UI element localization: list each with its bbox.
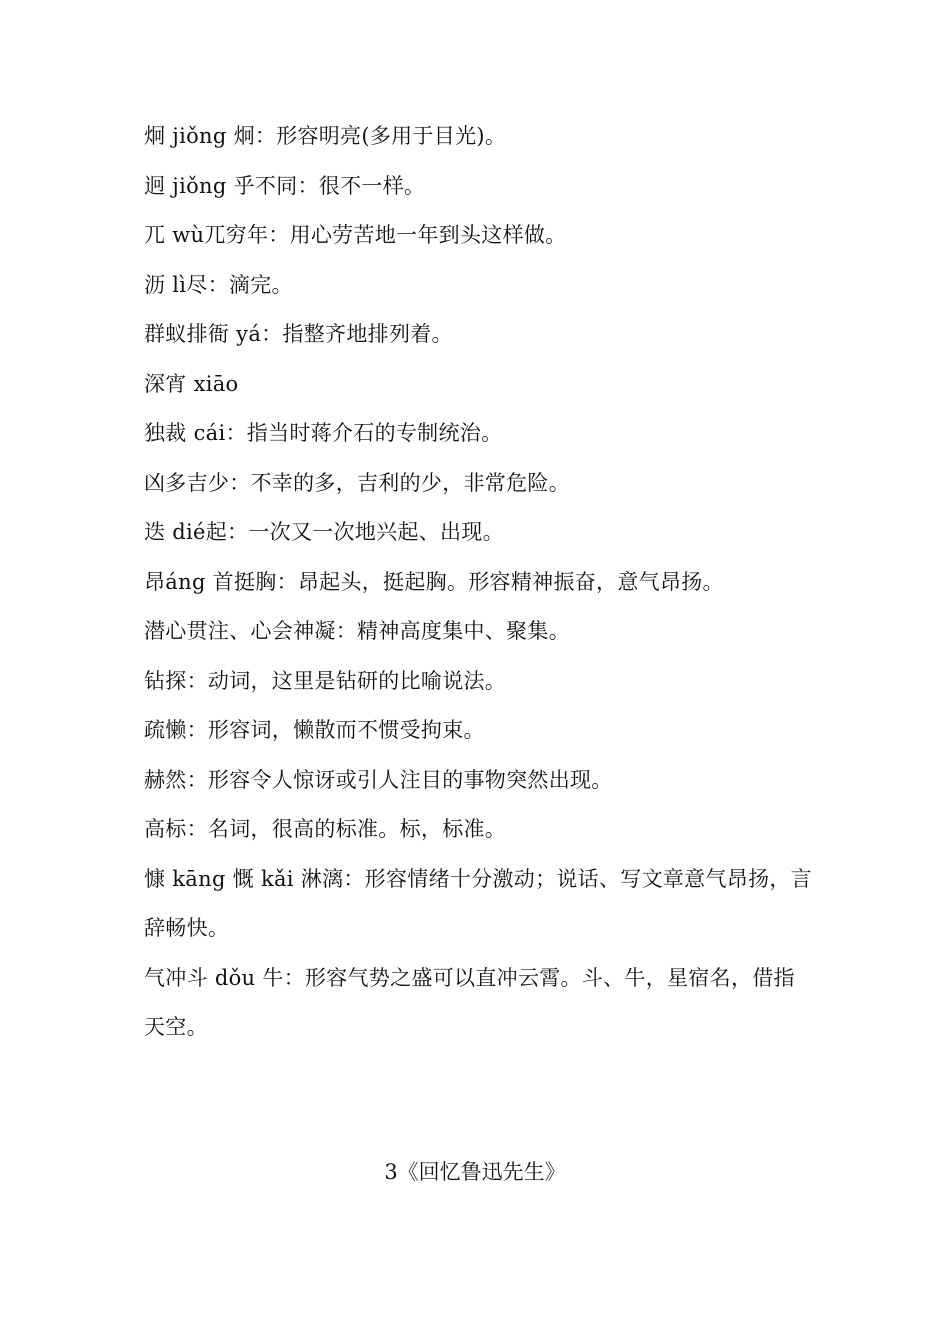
vocab-entry: 钻探：动词，这里是钻研的比喻说法。 [144, 668, 507, 693]
vocabulary-list [144, 112, 816, 1053]
vocab-entry: 迥 jiǒng 乎不同：很不一样。 [144, 173, 426, 198]
vocab-entry: 疏懒：形容词，懒散而不惯受拘束。 [144, 718, 485, 742]
vocab-entry: 气冲斗 dǒu 牛：形容气势之盛可以直冲云霄。斗、牛，星宿名，借指天空。 [144, 965, 795, 1039]
vocab-entry: 赫然：形容令人惊讶或引人注目的事物突然出现。 [144, 767, 613, 792]
vocab-entry: 高标：名词，很高的标准。标，标准。 [144, 817, 507, 841]
vocab-entry: 兀 wù兀穷年：用心劳苦地一年到头这样做。 [144, 223, 567, 247]
vocab-entry: 沥 lì尽：滴完。 [144, 272, 293, 297]
vocab-entry: 炯 jiǒng 炯：形容明亮(多用于目光)。 [144, 124, 507, 148]
vocab-entry: 独裁 cái：指当时蒋介石的专制统治。 [144, 421, 503, 445]
vocab-entry: 深宵 xiāo [144, 371, 239, 396]
vocab-entry: 群蚁排衙 yá：指整齐地排列着。 [144, 322, 453, 346]
vocab-entry: 凶多吉少：不幸的多，吉利的少，非常危险。 [144, 470, 570, 495]
vocab-entry: 慷 kāng 慨 kǎi 淋漓：形容情绪十分激动；说话、写文章意气昂扬，言辞畅快。 [144, 866, 812, 940]
vocab-entry: 昂áng 首挺胸：昂起头，挺起胸。形容精神振奋，意气昂扬。 [144, 569, 724, 594]
section-title: 3《回忆鲁迅先生》 [384, 1160, 566, 1184]
vocab-entry: 迭 dié起：一次又一次地兴起、出现。 [144, 520, 504, 544]
vocab-entry: 潜心贯注、心会神凝：精神高度集中、聚集。 [144, 619, 570, 643]
